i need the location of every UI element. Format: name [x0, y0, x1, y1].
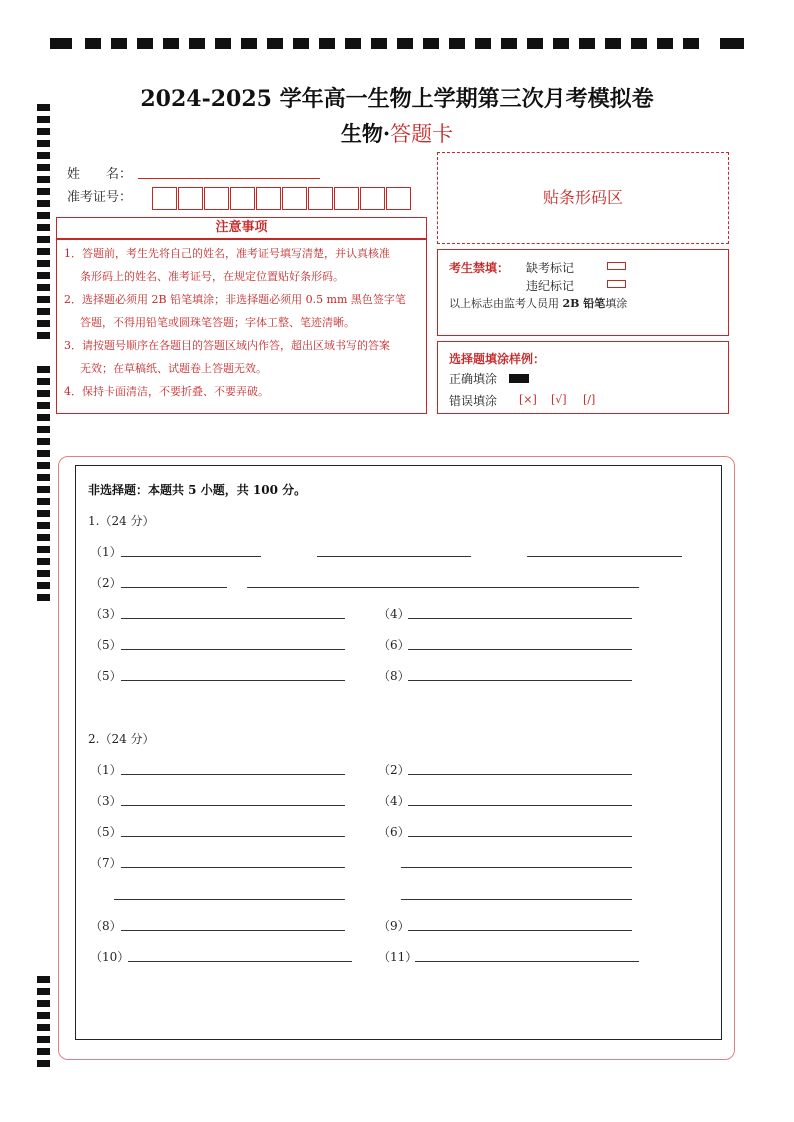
prohibition-note-prefix: 以上标志由监考人员用: [449, 297, 563, 310]
q2-item-4-label: （4）: [378, 794, 410, 808]
timing-mark: [37, 260, 50, 267]
timing-mark: [37, 284, 50, 291]
timing-mark: [163, 38, 179, 49]
q1-item-3-label: （3）: [90, 607, 122, 621]
q1-item-2-line-b[interactable]: [247, 587, 639, 588]
q2-item-4-line[interactable]: [408, 805, 632, 806]
q2-item-6-label: （6）: [378, 825, 410, 839]
notice-heading: 注意事项: [56, 217, 427, 239]
q1-item-3-line[interactable]: [121, 618, 345, 619]
exam-id-digit-box[interactable]: [360, 187, 385, 210]
timing-mark: [137, 38, 153, 49]
timing-mark: [37, 200, 50, 207]
question-1-title: 1.（24 分）: [88, 514, 155, 528]
timing-mark: [527, 38, 543, 49]
q1-item-1-label: （1）: [90, 545, 122, 559]
timing-mark: [189, 38, 205, 49]
q2-item-5-label: （5）: [90, 825, 122, 839]
fill-sample-label: 选择题填涂样例：: [449, 352, 546, 366]
timing-mark: [371, 38, 387, 49]
timing-mark: [345, 38, 361, 49]
wrong-fill-label: 错误填涂: [449, 394, 498, 408]
exam-id-digit-box[interactable]: [308, 187, 333, 210]
timing-mark: [683, 38, 699, 49]
prohibition-label: 考生禁填：: [449, 261, 510, 275]
absent-mark-label: 缺考标记: [526, 261, 575, 275]
prohibition-note: [449, 295, 627, 311]
q1-item-6-label: （6）: [378, 638, 410, 652]
timing-mark: [657, 38, 673, 49]
timing-mark: [37, 558, 50, 565]
q2-item-3-line[interactable]: [121, 805, 345, 806]
q2-item-6-line[interactable]: [408, 836, 632, 837]
notice-line-1: 1．答题前，考生先将自己的姓名，准考证号填写清楚，并认真核准: [64, 247, 390, 260]
q2-item-7-line-d[interactable]: [401, 899, 632, 900]
exam-id-label: 准考证号：: [67, 190, 133, 205]
timing-mark: [37, 988, 50, 995]
q1-item-8-label: （8）: [378, 669, 410, 683]
exam-id-digit-box[interactable]: [282, 187, 307, 210]
timing-mark: [37, 212, 50, 219]
q2-item-3-label: （3）: [90, 794, 122, 808]
page-title: 2024-2025 学年高一生物上学期第三次月考模拟卷: [140, 86, 654, 112]
q2-item-10-label: （10）: [90, 950, 130, 964]
q1-item-7-label: （5）: [90, 669, 122, 683]
violation-mark-label: 违纪标记: [526, 279, 575, 293]
timing-mark: [37, 438, 50, 445]
timing-mark: [37, 1036, 50, 1043]
notice-line-6: 无效；在草稿纸、试题卷上答题无效。: [80, 362, 267, 375]
timing-mark: [37, 366, 50, 373]
name-label: 姓 名：: [67, 167, 133, 182]
timing-mark: [111, 38, 127, 49]
q1-item-7-line[interactable]: [121, 680, 345, 681]
q2-item-11-label: （11）: [378, 950, 418, 964]
timing-mark: [37, 1024, 50, 1031]
correct-fill-sample: [509, 374, 529, 383]
notice-line-7: 4．保持卡面清洁，不要折叠、不要弄破。: [64, 385, 269, 398]
timing-mark: [37, 164, 50, 171]
timing-mark: [37, 486, 50, 493]
notice-line-2: 条形码上的姓名、准考证号，在规定位置贴好条形码。: [80, 270, 344, 283]
notice-line-5: 3．请按题号顺序在各题目的答题区域内作答，超出区域书写的答案: [64, 339, 390, 352]
wrong-fill-sample-1: [×]: [519, 393, 537, 406]
timing-mark: [319, 38, 335, 49]
timing-mark: [501, 38, 517, 49]
timing-mark: [605, 38, 621, 49]
subtitle-card: 答题卡: [390, 122, 454, 146]
timing-mark: [37, 320, 50, 327]
q2-item-9-line[interactable]: [408, 930, 632, 931]
q2-item-1-line[interactable]: [121, 774, 345, 775]
timing-mark: [37, 1060, 50, 1067]
q2-item-2-line[interactable]: [408, 774, 632, 775]
q2-item-8-label: （8）: [90, 919, 122, 933]
q2-item-7-line-c[interactable]: [114, 899, 345, 900]
timing-mark: [37, 390, 50, 397]
q1-item-1-line-a[interactable]: [121, 556, 261, 557]
wrong-fill-sample-3: [/]: [583, 393, 596, 406]
timing-mark: [37, 1012, 50, 1019]
timing-mark: [37, 546, 50, 553]
q2-item-5-line[interactable]: [121, 836, 345, 837]
timing-mark: [37, 498, 50, 505]
q1-item-6-line[interactable]: [408, 649, 632, 650]
exam-id-digit-box[interactable]: [386, 187, 411, 210]
absent-mark-box[interactable]: [607, 262, 626, 270]
q2-item-7-line-a[interactable]: [121, 867, 345, 868]
q1-item-4-label: （4）: [378, 607, 410, 621]
timing-mark: [37, 296, 50, 303]
timing-mark: [37, 510, 50, 517]
notice-line-3: 2．选择题必须用 2B 铅笔填涂；非选择题必须用 0.5 mm 黑色签字笔: [64, 293, 406, 306]
timing-mark: [553, 38, 569, 49]
timing-mark: [50, 38, 72, 49]
timing-mark: [37, 976, 50, 983]
q1-item-2-label: （2）: [90, 576, 122, 590]
q2-item-2-label: （2）: [378, 763, 410, 777]
timing-mark: [37, 272, 50, 279]
prohibition-note-bold: 2B 铅笔: [562, 297, 606, 310]
name-field[interactable]: [138, 178, 320, 179]
timing-mark: [215, 38, 231, 49]
timing-mark: [37, 1000, 50, 1007]
barcode-area-label: 贴条形码区: [542, 188, 623, 207]
q1-item-4-line[interactable]: [408, 618, 632, 619]
timing-mark: [37, 402, 50, 409]
timing-mark: [37, 426, 50, 433]
q1-item-5-line[interactable]: [121, 649, 345, 650]
timing-mark: [397, 38, 413, 49]
timing-mark: [37, 248, 50, 255]
violation-mark-box[interactable]: [607, 280, 626, 288]
question-2-title: 2.（24 分）: [88, 732, 155, 746]
exam-id-digit-box[interactable]: [204, 187, 229, 210]
timing-mark: [37, 152, 50, 159]
timing-mark: [37, 450, 50, 457]
exam-id-digit-box[interactable]: [230, 187, 255, 210]
q2-item-11-line[interactable]: [415, 961, 639, 962]
q2-item-9-label: （9）: [378, 919, 410, 933]
timing-mark: [37, 594, 50, 601]
fill-sample-box: [437, 341, 729, 414]
timing-mark: [37, 534, 50, 541]
exam-id-digit-box[interactable]: [334, 187, 359, 210]
timing-mark: [720, 38, 744, 49]
timing-mark: [631, 38, 647, 49]
q1-item-5-label: （5）: [90, 638, 122, 652]
correct-fill-label: 正确填涂: [449, 372, 498, 386]
barcode-area: [437, 152, 729, 244]
timing-mark: [37, 224, 50, 231]
timing-mark: [37, 236, 50, 243]
q1-item-2-line-a[interactable]: [121, 587, 227, 588]
exam-id-digit-box[interactable]: [256, 187, 281, 210]
timing-mark: [423, 38, 439, 49]
q2-item-7-label: （7）: [90, 856, 122, 870]
timing-mark: [37, 474, 50, 481]
timing-mark: [37, 188, 50, 195]
exam-id-digit-box[interactable]: [178, 187, 203, 210]
page-subtitle: [0, 118, 794, 148]
wrong-fill-sample-2: [√]: [551, 393, 567, 406]
timing-mark: [37, 176, 50, 183]
section-heading: 非选择题：本题共 5 小题，共 100 分。: [88, 483, 307, 497]
q2-item-7-line-b[interactable]: [401, 867, 632, 868]
q1-item-8-line[interactable]: [408, 680, 632, 681]
exam-id-digit-box[interactable]: [152, 187, 177, 210]
q1-item-1-line-b[interactable]: [317, 556, 471, 557]
timing-mark: [37, 378, 50, 385]
timing-mark: [579, 38, 595, 49]
timing-mark: [449, 38, 465, 49]
timing-mark: [475, 38, 491, 49]
timing-mark: [37, 582, 50, 589]
notice-line-4: 答题，不得用铅笔或圆珠笔答题；字体工整、笔迹清晰。: [80, 316, 355, 329]
timing-mark: [85, 38, 101, 49]
timing-mark: [37, 1048, 50, 1055]
timing-mark: [37, 332, 50, 339]
q2-item-8-line[interactable]: [121, 930, 345, 931]
timing-mark: [37, 308, 50, 315]
timing-mark: [37, 462, 50, 469]
subtitle-subject: 生物·: [340, 121, 391, 146]
q1-item-1-line-c[interactable]: [527, 556, 682, 557]
timing-mark: [37, 570, 50, 577]
prohibition-box: [437, 249, 729, 336]
timing-mark: [37, 522, 50, 529]
q2-item-1-label: （1）: [90, 763, 122, 777]
q2-item-10-line[interactable]: [128, 961, 352, 962]
prohibition-note-suffix: 填涂: [605, 297, 628, 310]
timing-mark: [267, 38, 283, 49]
timing-mark: [37, 414, 50, 421]
timing-mark: [293, 38, 309, 49]
timing-mark: [241, 38, 257, 49]
